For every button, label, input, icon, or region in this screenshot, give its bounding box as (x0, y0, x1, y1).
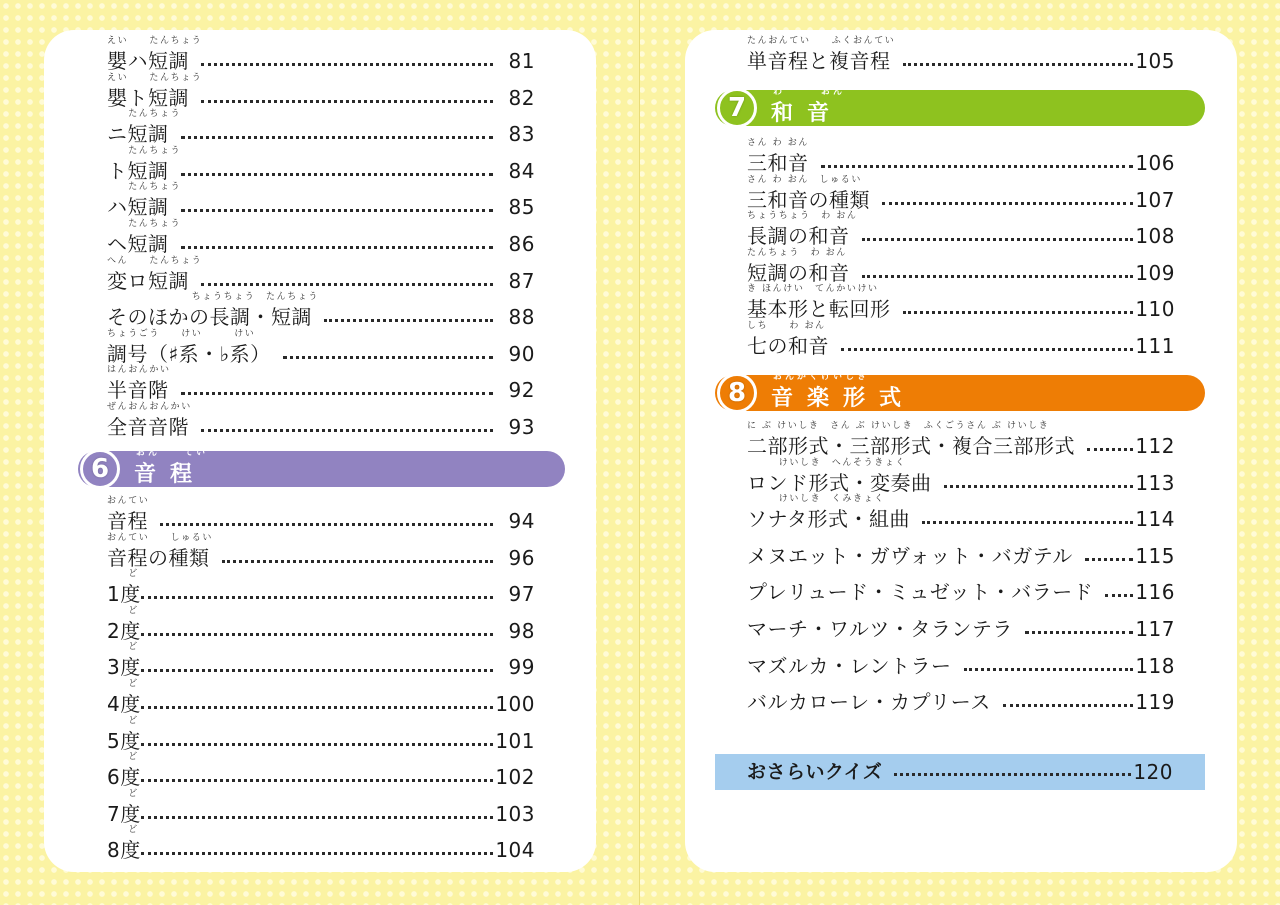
entry-label: 短調の和音 (747, 260, 850, 285)
entry-title (107, 182, 182, 220)
dot-leader (1105, 594, 1133, 597)
entry-label: 2度 (107, 618, 141, 643)
chapter-number-badge: 6 (80, 449, 120, 489)
dot-leader (283, 356, 493, 359)
toc-entry[interactable] (107, 496, 535, 533)
entry-label: 6度 (107, 765, 141, 790)
entry-label: 7度 (107, 801, 141, 826)
toc-entry[interactable] (747, 573, 1175, 603)
entry-title (747, 211, 858, 249)
chapter-header[interactable] (715, 371, 1205, 411)
page-number: 93 (508, 415, 535, 439)
toc-entry[interactable] (747, 321, 1175, 358)
toc-entry[interactable] (747, 36, 1175, 73)
dot-leader (862, 238, 1134, 241)
entry-label: ニ短調 (107, 122, 169, 147)
chapter-header[interactable] (715, 86, 1205, 126)
dot-leader (882, 202, 1133, 205)
furigana-reading: ど (107, 752, 139, 763)
toc-entry[interactable] (107, 402, 535, 439)
toc-entry[interactable] (747, 421, 1175, 458)
furigana-reading: ちょうちょう わ おん (747, 211, 858, 222)
page-number: 106 (1135, 151, 1175, 175)
entry-title (747, 36, 896, 73)
toc-entry[interactable] (747, 174, 1175, 212)
furigana-reading: ど (107, 642, 139, 653)
dot-leader (903, 311, 1134, 314)
page-number: 113 (1135, 470, 1175, 495)
entry-title (107, 642, 141, 680)
chapter-title-text: 和音 (771, 100, 844, 126)
furigana-reading: おんてい しゅるい (107, 532, 214, 543)
entry-label: 3度 (107, 655, 141, 680)
entry-title (107, 402, 192, 439)
furigana-reading: き ほんけい てんかいけい (747, 284, 879, 295)
toc-entry[interactable] (107, 825, 535, 863)
page-number: 99 (508, 655, 535, 680)
dot-leader (181, 392, 494, 395)
entry-label: 基本形と転回形 (747, 297, 891, 322)
quiz-entry[interactable] (715, 754, 1205, 790)
dot-leader (160, 523, 493, 526)
toc-entry[interactable] (107, 532, 535, 570)
page-number: 107 (1135, 187, 1175, 212)
entry-label: 4度 (107, 692, 141, 716)
entry-title (747, 174, 870, 212)
entry-title (107, 569, 141, 607)
furigana-reading: たんおんてい ふくおんてい (747, 36, 896, 46)
dot-leader (944, 485, 1134, 488)
dot-leader (922, 521, 1133, 524)
entry-title (107, 219, 182, 256)
dot-leader (201, 429, 493, 432)
toc-entry[interactable] (107, 365, 535, 403)
toc-entry[interactable] (747, 247, 1175, 285)
furigana-reading: ど (107, 679, 139, 689)
toc-entry[interactable] (107, 219, 535, 256)
entry-title (107, 679, 141, 716)
chapter-title-reading: わ おん (773, 86, 846, 97)
page-number: 117 (1135, 617, 1175, 641)
page-number: 104 (495, 838, 535, 863)
page-number: 87 (508, 268, 535, 293)
page-number: 94 (508, 509, 535, 533)
page-gutter (639, 0, 640, 905)
toc-entry[interactable] (747, 683, 1175, 713)
furigana-reading: ちょうごう けい けい (107, 328, 256, 339)
right-page (685, 30, 1237, 872)
entry-label: 5度 (107, 728, 141, 753)
toc-entry[interactable] (107, 145, 535, 183)
entry-title (747, 138, 809, 175)
entry-title (107, 255, 203, 293)
entry-title (747, 494, 910, 532)
entry-title (747, 545, 1073, 567)
furigana-reading: たんちょう (107, 219, 182, 229)
dot-leader (903, 63, 1134, 66)
entry-label: 1度 (107, 582, 141, 607)
entry-title (747, 618, 1013, 640)
chapter-number-badge: 7 (717, 88, 757, 128)
entry-label: マズルカ・レントラー (747, 653, 952, 678)
page-number: 82 (508, 85, 535, 110)
entry-title (107, 109, 182, 147)
toc-entry[interactable] (747, 138, 1175, 175)
toc-entry[interactable] (107, 569, 535, 607)
entry-label: 全音音階 (107, 415, 189, 439)
entry-label: 七の和音 (747, 334, 829, 358)
page-number: 83 (508, 122, 535, 147)
left-page (44, 30, 596, 872)
furigana-reading: ちょうちょう たんちょう (107, 292, 320, 303)
entry-title (107, 752, 141, 790)
entry-label: そのほかの長調・短調 (107, 305, 312, 330)
furigana-reading: たんちょう (107, 145, 182, 156)
dot-leader (141, 596, 493, 599)
toc-entry[interactable] (747, 211, 1175, 249)
entry-title (747, 457, 932, 495)
toc-entry[interactable] (107, 292, 535, 330)
toc-entry[interactable] (747, 284, 1175, 322)
entry-title (747, 284, 891, 322)
page-number: 103 (495, 801, 535, 826)
dot-leader (141, 743, 493, 746)
entry-title (107, 496, 150, 533)
entry-title (107, 72, 203, 110)
toc-entry[interactable] (747, 647, 1175, 677)
entry-title (107, 145, 182, 183)
dot-leader (222, 560, 494, 563)
dot-leader (141, 706, 493, 709)
entry-label: 三和音 (747, 151, 809, 175)
entry-label: ト短調 (107, 158, 169, 183)
furigana-reading: しち わ おん (747, 321, 826, 331)
furigana-reading: おんてい (107, 496, 150, 506)
page-number: 110 (1135, 297, 1175, 322)
dot-leader (141, 669, 493, 672)
furigana-reading: はんおんかい (107, 365, 171, 376)
furigana-reading: さん わ おん しゅるい (747, 174, 862, 185)
toc-entry[interactable] (107, 605, 535, 643)
furigana-reading: たんちょう (107, 109, 182, 120)
dot-leader (181, 246, 494, 249)
entry-label: ソナタ形式・組曲 (747, 507, 910, 532)
entry-label: ヘ短調 (107, 232, 169, 256)
dot-leader (324, 319, 493, 322)
furigana-reading: へん たんちょう (107, 255, 203, 266)
chapter-number-badge: 8 (717, 373, 757, 413)
page-number: 85 (508, 195, 535, 220)
entry-label: 二部形式・三部形式・複合三部形式 (747, 434, 1075, 458)
furigana-reading: えい たんちょう (107, 36, 203, 46)
toc-entry[interactable] (107, 679, 535, 716)
toc-entry[interactable] (107, 255, 535, 293)
page-number: 115 (1135, 543, 1175, 568)
entry-title (107, 825, 141, 863)
page-number: 86 (508, 232, 535, 256)
page-number: 102 (495, 765, 535, 790)
dot-leader (964, 668, 1134, 671)
entry-label: 単音程と複音程 (747, 49, 891, 73)
dot-leader (141, 816, 493, 819)
entry-title (747, 655, 952, 677)
entry-title (747, 247, 850, 285)
dot-leader (1087, 448, 1133, 451)
entry-title (107, 365, 171, 403)
chapter-title-reading: おん てい (136, 447, 209, 458)
entry-label: 三和音の種類 (747, 187, 870, 212)
toc-entry[interactable] (107, 788, 535, 826)
page-number: 88 (508, 305, 535, 330)
toc-entry[interactable] (107, 328, 535, 366)
dot-leader (201, 100, 493, 103)
entry-title (107, 715, 141, 753)
entry-label: 8度 (107, 838, 141, 863)
dot-leader (141, 779, 493, 782)
quiz-label: おさらいクイズ (747, 761, 883, 783)
entry-title (107, 788, 141, 826)
entry-label: 半音階 (107, 378, 169, 403)
chapter-title-reading: おんがくけいしき (773, 371, 870, 382)
chapter-title (771, 371, 916, 412)
toc-entry[interactable] (107, 715, 535, 753)
chapter-title-text: 音楽形式 (771, 385, 916, 411)
entry-label: 長調の和音 (747, 224, 850, 249)
furigana-reading: たんちょう (107, 182, 182, 193)
dot-leader (181, 136, 494, 139)
entry-label: 嬰ト短調 (107, 85, 189, 110)
furigana-reading: けいしき くみきょく (747, 494, 885, 505)
entry-label: プレリュード・ミュゼット・バラード (747, 580, 1094, 605)
furigana-reading: ぜんおんおんかい (107, 402, 192, 412)
page-number: 90 (508, 341, 535, 366)
page-number: 112 (1135, 434, 1175, 458)
toc-entry[interactable] (107, 109, 535, 147)
dot-leader (201, 63, 493, 66)
page-number: 111 (1135, 334, 1175, 358)
entry-title (107, 532, 214, 570)
entry-label: メヌエット・ガヴォット・バガテル (747, 543, 1073, 568)
furigana-reading: に ぶ けいしき さん ぶ けいしき ふくごうさん ぶ けいしき (747, 421, 1050, 431)
entry-label: マーチ・ワルツ・タランテラ (747, 617, 1013, 641)
entry-title (747, 321, 829, 358)
dot-leader (862, 275, 1134, 278)
dot-leader (1085, 558, 1133, 561)
toc-entry[interactable] (747, 457, 1175, 495)
furigana-reading: ど (107, 788, 139, 799)
entry-title (747, 421, 1075, 458)
chapter-title (134, 447, 209, 488)
dot-leader (181, 209, 494, 212)
page-number: 101 (495, 728, 535, 753)
dot-leader (894, 773, 1131, 776)
chapter-header[interactable] (78, 447, 565, 487)
furigana-reading: たんちょう わ おん (747, 247, 847, 258)
entry-label: バルカローレ・カプリース (747, 690, 991, 715)
entry-label: ハ短調 (107, 195, 169, 220)
toc-entry[interactable] (107, 752, 535, 790)
page-number: 81 (508, 49, 535, 73)
furigana-reading: ど (107, 605, 139, 616)
furigana-reading: ど (107, 715, 139, 726)
page-number: 119 (1135, 690, 1175, 715)
toc-entry[interactable] (747, 610, 1175, 640)
entry-title (747, 581, 1093, 603)
entry-title (107, 36, 203, 73)
entry-title (107, 292, 320, 330)
dot-leader (141, 852, 493, 855)
entry-title (747, 691, 991, 713)
dot-leader (201, 283, 493, 286)
entry-label: 音程の種類 (107, 545, 210, 570)
dot-leader (841, 348, 1133, 351)
furigana-reading: ど (107, 569, 139, 580)
entry-title (107, 605, 141, 643)
dot-leader (1003, 704, 1133, 707)
dot-leader (181, 173, 494, 176)
dot-leader (1025, 631, 1133, 634)
dot-leader (821, 165, 1134, 168)
entry-title (107, 328, 271, 366)
page-number: 118 (1135, 653, 1175, 678)
page-number: 114 (1135, 507, 1175, 532)
dot-leader (141, 633, 493, 636)
page-number: 116 (1135, 580, 1175, 605)
furigana-reading: けいしき へんそうきょく (747, 457, 907, 468)
page-number: 92 (508, 378, 535, 403)
page-number: 97 (508, 582, 535, 607)
toc-entry[interactable] (107, 642, 535, 680)
page-number: 120 (1133, 760, 1173, 784)
toc-entry[interactable] (747, 494, 1175, 532)
toc-entry[interactable] (107, 182, 535, 220)
page-number: 108 (1135, 224, 1175, 249)
furigana-reading: えい たんちょう (107, 72, 203, 83)
page-number: 98 (508, 618, 535, 643)
toc-entry[interactable] (107, 72, 535, 110)
page-number: 100 (495, 692, 535, 716)
entry-label: 調号（♯系・♭系） (107, 341, 271, 366)
chapter-title-text: 音程 (134, 461, 207, 487)
entry-label: ロンド形式・変奏曲 (747, 470, 932, 495)
entry-label: 嬰ハ短調 (107, 49, 189, 73)
toc-entry[interactable] (107, 36, 535, 73)
furigana-reading: ど (107, 825, 139, 836)
page-number: 105 (1135, 49, 1175, 73)
furigana-reading: さん わ おん (747, 138, 809, 148)
toc-entry[interactable] (747, 537, 1175, 567)
entry-label: 音程 (107, 509, 148, 533)
page-number: 96 (508, 545, 535, 570)
page-number: 84 (508, 158, 535, 183)
page-number: 109 (1135, 260, 1175, 285)
entry-label: 変ロ短調 (107, 268, 189, 293)
chapter-title (771, 86, 846, 127)
